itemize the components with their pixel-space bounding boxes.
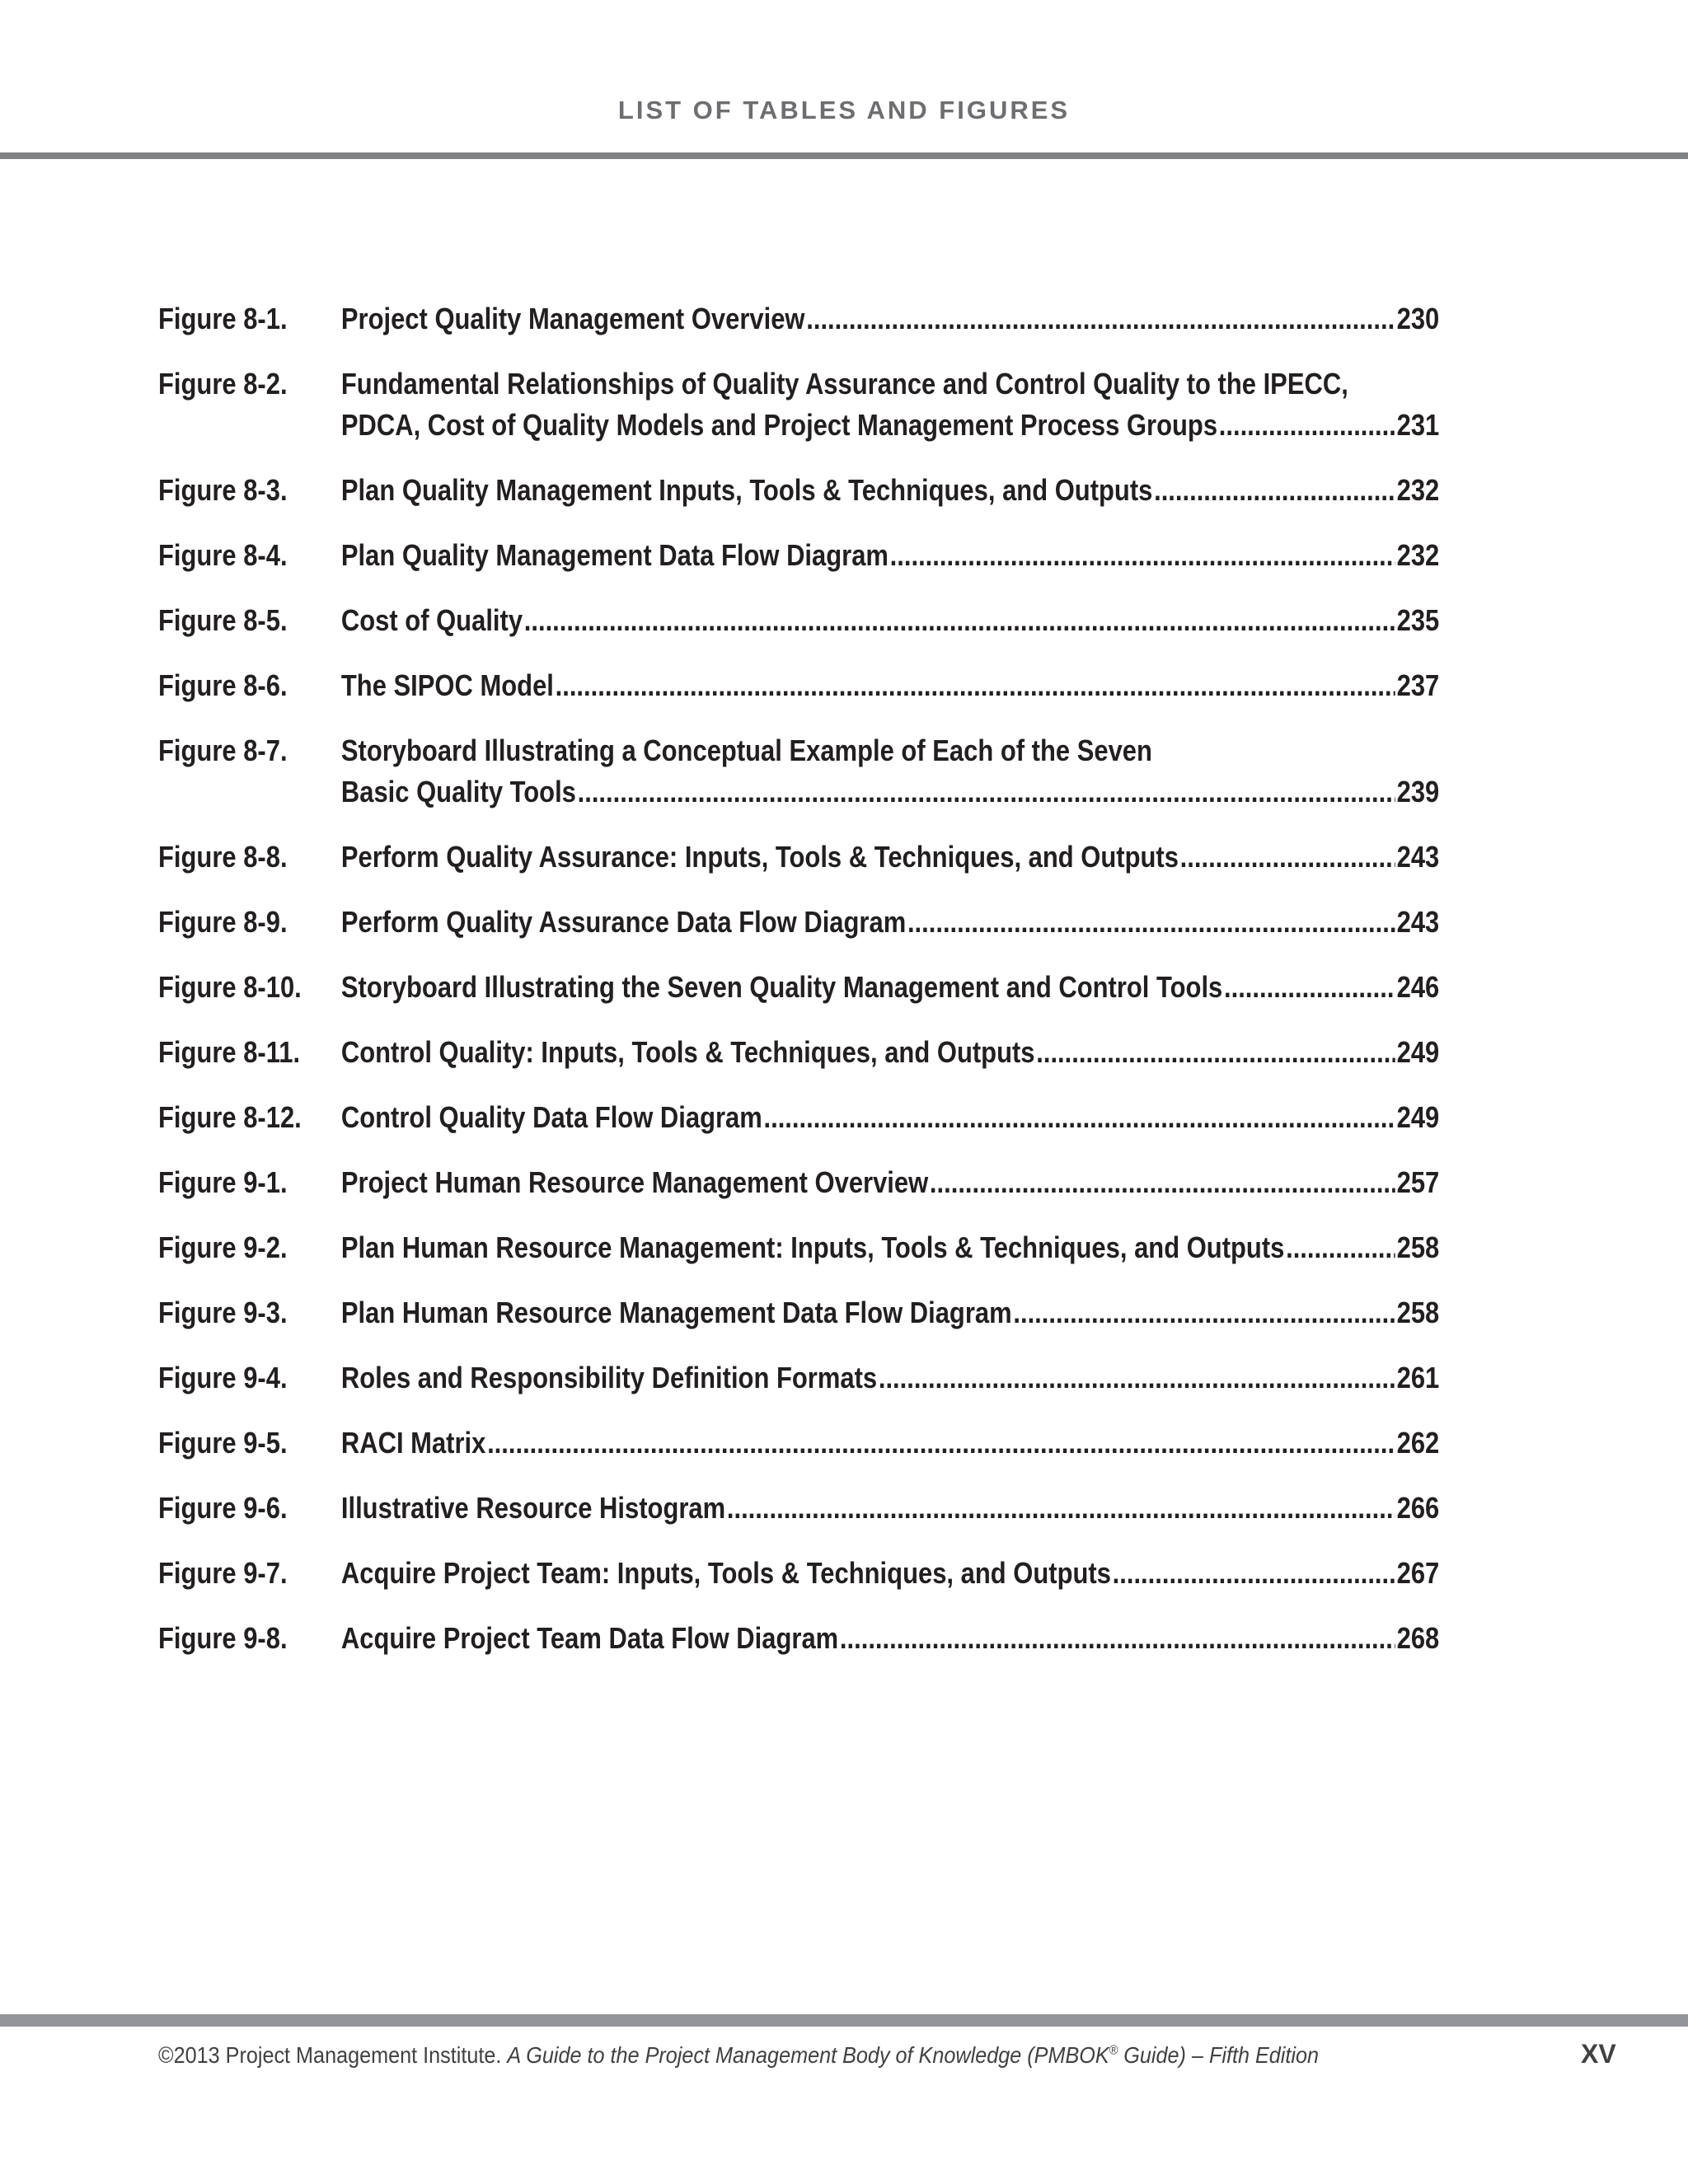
page-reference: 235 xyxy=(1396,603,1440,637)
page-reference: 249 xyxy=(1396,1100,1440,1134)
dot-leader xyxy=(1286,1227,1395,1268)
figure-title-text: The SIPOC Model xyxy=(340,668,554,702)
figure-title-final-line xyxy=(341,1097,1439,1138)
figure-entry xyxy=(158,600,1439,641)
figure-entry xyxy=(158,298,1439,340)
figure-title xyxy=(341,298,1439,340)
page-number: XV xyxy=(1581,2039,1616,2069)
figure-title-text: Perform Quality Assurance: Inputs, Tools & Techniques, and Outputs xyxy=(340,840,1179,874)
figure-number: Figure 8-3. xyxy=(158,473,288,507)
figure-title xyxy=(341,1162,1439,1203)
dot-leader xyxy=(1036,1032,1395,1073)
figure-title-text: RACI Matrix xyxy=(340,1426,486,1460)
page-reference: 258 xyxy=(1396,1296,1440,1329)
figure-title-final-line xyxy=(341,1488,1439,1529)
figure-title-final-line xyxy=(341,1292,1439,1333)
dot-leader xyxy=(1219,405,1395,446)
dot-leader xyxy=(487,1422,1395,1464)
figure-title-final-line xyxy=(341,1032,1439,1073)
figure-number: Figure 9-4. xyxy=(158,1361,288,1394)
figure-entry xyxy=(158,1422,1439,1464)
dot-leader xyxy=(727,1488,1395,1529)
figure-number: Figure 9-5. xyxy=(158,1426,288,1460)
figure-title-final-line xyxy=(341,535,1439,576)
figure-entry xyxy=(158,902,1439,943)
figure-title xyxy=(341,535,1439,576)
figure-title-final-line xyxy=(341,405,1439,446)
figure-title xyxy=(341,1357,1439,1399)
figure-number: Figure 8-10. xyxy=(158,970,302,1004)
figure-entry xyxy=(158,665,1439,706)
dot-leader xyxy=(578,771,1395,813)
figure-title-final-line xyxy=(341,470,1439,511)
figure-entry xyxy=(158,535,1439,576)
registered-mark: ® xyxy=(1109,2043,1118,2058)
figure-entry xyxy=(158,363,1439,446)
figure-entry xyxy=(158,730,1439,813)
figure-title-text: Storyboard Illustrating the Seven Quality Management and Control Tools xyxy=(340,970,1223,1004)
figure-entry xyxy=(158,837,1439,878)
figure-title-text: Cost of Quality xyxy=(340,603,523,637)
figure-entry xyxy=(158,1032,1439,1073)
page-reference: 243 xyxy=(1396,840,1440,874)
page-reference: 258 xyxy=(1396,1230,1440,1264)
figure-number: Figure 8-12. xyxy=(158,1100,302,1134)
figure-number: Figure 8-9. xyxy=(158,905,288,939)
dot-leader xyxy=(930,1162,1395,1203)
dot-leader xyxy=(1154,470,1395,511)
figure-title-final-line xyxy=(341,902,1439,943)
header-rule xyxy=(0,152,1688,159)
figure-entry xyxy=(158,470,1439,511)
footer-citation xyxy=(158,2042,1471,2069)
figure-entry xyxy=(158,1097,1439,1138)
page-reference: 261 xyxy=(1396,1361,1440,1394)
footer-rule xyxy=(0,2014,1688,2027)
figure-number: Figure 9-2. xyxy=(158,1230,288,1264)
figure-number: Figure 9-7. xyxy=(158,1556,288,1590)
page-reference: 231 xyxy=(1396,408,1440,442)
figure-entry xyxy=(158,1357,1439,1399)
figure-title xyxy=(341,470,1439,511)
figure-title-text: Plan Quality Management Data Flow Diagram xyxy=(340,538,889,572)
figure-title xyxy=(341,1422,1439,1464)
figure-entry xyxy=(158,1618,1439,1659)
dot-leader xyxy=(556,665,1395,706)
figure-title-final-line xyxy=(341,1162,1439,1203)
page-reference: 267 xyxy=(1396,1556,1440,1590)
dot-leader xyxy=(1113,1553,1395,1594)
page-reference: 232 xyxy=(1396,473,1440,507)
figure-title-text: Perform Quality Assurance Data Flow Diagram xyxy=(340,905,907,939)
figure-number: Figure 8-7. xyxy=(158,733,288,767)
figure-entry xyxy=(158,967,1439,1008)
page-reference: 249 xyxy=(1396,1035,1440,1069)
footer-book-title: A Guide to the Project Management Body of Knowledge (PMBOK® Guide) – Fifth Edition xyxy=(507,2042,1320,2068)
page-reference: 257 xyxy=(1396,1165,1440,1199)
figure-title-text: Acquire Project Team: Inputs, Tools & Techniques, and Outputs xyxy=(340,1556,1111,1590)
figure-title-text: Plan Quality Management Inputs, Tools & Techniques, and Outputs xyxy=(340,473,1153,507)
dot-leader xyxy=(764,1097,1395,1138)
page-reference: 268 xyxy=(1396,1621,1440,1655)
figure-number: Figure 9-3. xyxy=(158,1296,288,1329)
figure-entry xyxy=(158,1488,1439,1529)
dot-leader xyxy=(890,535,1395,576)
figure-title xyxy=(341,902,1439,943)
figure-number: Figure 8-5. xyxy=(158,603,288,637)
figure-number: Figure 8-2. xyxy=(158,367,288,401)
figure-title-final-line xyxy=(341,1357,1439,1399)
figure-entry xyxy=(158,1553,1439,1594)
figure-title xyxy=(341,1032,1439,1073)
figure-title xyxy=(341,1618,1439,1659)
figure-entry xyxy=(158,1162,1439,1203)
figure-title-text: Control Quality Data Flow Diagram xyxy=(340,1100,762,1134)
figure-number: Figure 8-11. xyxy=(158,1035,301,1069)
figure-title-text: Roles and Responsibility Definition Formats xyxy=(340,1361,878,1394)
figure-title-final-line xyxy=(341,1553,1439,1594)
figure-title-text: Basic Quality Tools xyxy=(340,775,576,808)
figure-title-text: Plan Human Resource Management Data Flow Diagram xyxy=(340,1296,1012,1329)
dot-leader xyxy=(1224,967,1395,1008)
figure-title-line: Storyboard Illustrating a Conceptual Example of Each of the Seven xyxy=(340,733,1152,767)
figure-title xyxy=(341,1097,1439,1138)
figure-title-text: Project Quality Management Overview xyxy=(340,302,805,335)
dot-leader xyxy=(907,902,1395,943)
figure-number: Figure 8-8. xyxy=(158,840,288,874)
figure-title-text: Plan Human Resource Management: Inputs, Tools & Techniques, and Outputs xyxy=(340,1230,1285,1264)
figure-title-final-line xyxy=(341,1422,1439,1464)
page-reference: 230 xyxy=(1396,302,1440,335)
dot-leader xyxy=(1180,837,1395,878)
dot-leader xyxy=(1013,1292,1395,1333)
figure-number: Figure 9-8. xyxy=(158,1621,288,1655)
figure-title xyxy=(341,1292,1439,1333)
figure-title xyxy=(341,837,1439,878)
page-reference: 262 xyxy=(1396,1426,1440,1460)
figure-title xyxy=(341,1227,1439,1268)
page-reference: 232 xyxy=(1396,538,1440,572)
dot-leader xyxy=(524,600,1395,641)
figure-title-text: Acquire Project Team Data Flow Diagram xyxy=(340,1621,839,1655)
figure-title-final-line xyxy=(341,771,1439,813)
dot-leader xyxy=(840,1618,1395,1659)
figure-title-final-line xyxy=(341,298,1439,340)
page-reference: 237 xyxy=(1396,668,1440,702)
figure-title-text: Project Human Resource Management Overview xyxy=(340,1165,929,1199)
figure-title-final-line xyxy=(341,600,1439,641)
figure-title-final-line xyxy=(341,1227,1439,1268)
figure-number: Figure 9-1. xyxy=(158,1165,288,1199)
figure-title xyxy=(341,363,1439,446)
figure-title xyxy=(341,665,1439,706)
page-reference: 266 xyxy=(1396,1491,1440,1525)
figure-number: Figure 8-1. xyxy=(158,302,288,335)
figure-entry xyxy=(158,1292,1439,1333)
figure-title-text: Illustrative Resource Histogram xyxy=(340,1491,726,1525)
page-reference: 239 xyxy=(1396,775,1440,808)
figure-title-text: Control Quality: Inputs, Tools & Techniques, and Outputs xyxy=(340,1035,1035,1069)
page-reference: 243 xyxy=(1396,905,1440,939)
figure-title-line: Fundamental Relationships of Quality Assurance and Control Quality to the IPECC, xyxy=(340,367,1348,401)
dot-leader xyxy=(879,1357,1395,1399)
figure-number: Figure 9-6. xyxy=(158,1491,288,1525)
figure-title xyxy=(341,1488,1439,1529)
figure-title-final-line xyxy=(341,1618,1439,1659)
figure-number: Figure 8-4. xyxy=(158,538,288,572)
figure-title xyxy=(341,1553,1439,1594)
figure-entry xyxy=(158,1227,1439,1268)
figure-title xyxy=(341,730,1439,813)
figure-title-final-line xyxy=(341,837,1439,878)
figure-title-final-line xyxy=(341,967,1439,1008)
figure-title-text: PDCA, Cost of Quality Models and Project Management Process Groups xyxy=(340,408,1218,442)
running-head: LIST OF TABLES AND FIGURES xyxy=(617,96,1071,124)
figure-number: Figure 8-6. xyxy=(158,668,288,702)
footer-copyright: ©2013 Project Management Institute. xyxy=(158,2042,508,2068)
figure-title xyxy=(341,967,1439,1008)
dot-leader xyxy=(806,298,1395,340)
figure-title xyxy=(341,600,1439,641)
figure-title-final-line xyxy=(341,665,1439,706)
list-of-figures xyxy=(158,298,1439,1683)
page-reference: 246 xyxy=(1396,970,1440,1004)
